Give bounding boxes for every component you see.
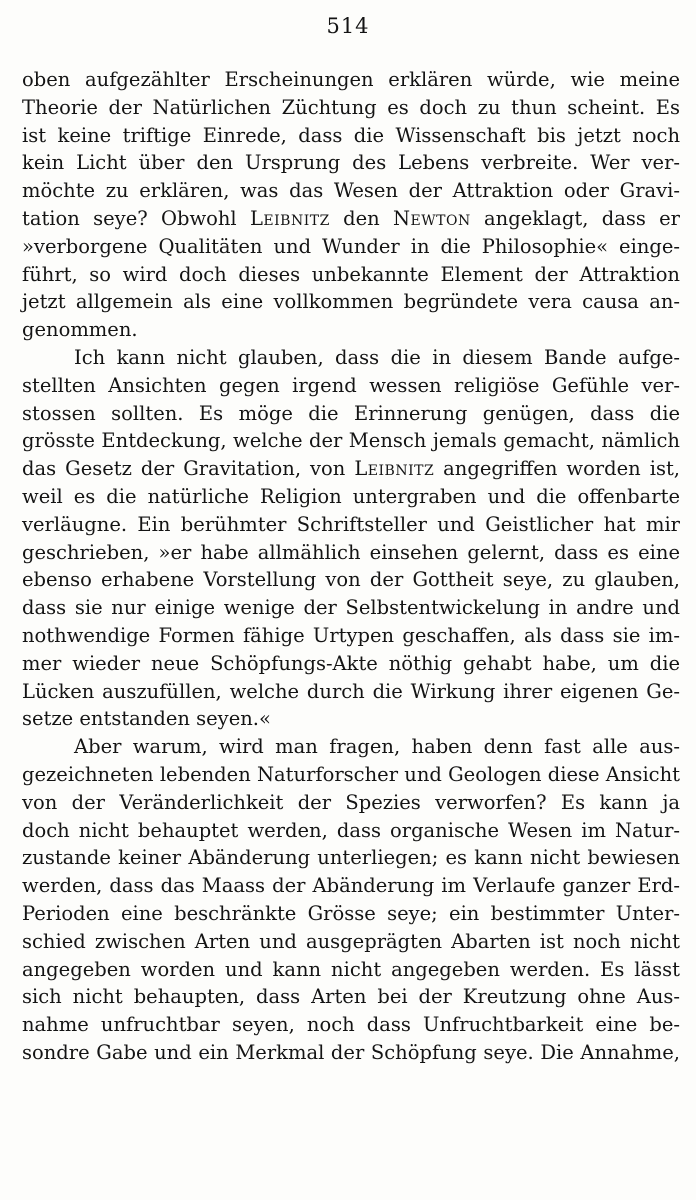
text-line: stellten Ansichten gegen irgend wessen religiöse Gefühle ver- [22, 373, 680, 397]
text-line: kein Licht über den Ursprung des Lebens verbreite. Wer ver- [22, 151, 680, 175]
text-line: werden, dass das Maass der Abänderung im Verlaufe ganzer Erd- [22, 874, 680, 898]
text-line: von der Veränderlichkeit der Spezies verworfen? Es kann ja [22, 790, 680, 814]
text-line: dass sie nur einige wenige der Selbstentwickelung in andre und [22, 596, 680, 620]
paragraph-1 [22, 66, 680, 344]
text-line: zustande keiner Abänderung unterliegen; es kann nicht bewiesen [22, 846, 680, 870]
text-line: weil es die natürliche Religion untergraben und die offenbarte [22, 484, 680, 508]
name-small-caps: Leibnitz [249, 206, 330, 230]
text-line: Perioden eine beschränkte Grösse seye; ein bestimmter Unter- [22, 901, 680, 925]
text-line: ebenso erhabene Vorstellung von der Gottheit seye, zu glauben, [22, 568, 680, 592]
text-line: genommen. [22, 318, 138, 342]
page-number: 514 [326, 14, 370, 38]
text-line: Ich kann nicht glauben, dass die in diesem Bande aufge- [74, 345, 680, 369]
text-line: mer wieder neue Schöpfungs-Akte nöthig gehabt habe, um die [22, 651, 680, 675]
paragraph-3 [22, 733, 680, 1067]
text-line: sondre Gabe und ein Merkmal der Schöpfung seye. Die Annahme, [22, 1040, 680, 1064]
text-line: Theorie der Natürlichen Züchtung es doch zu thun scheint. Es [22, 95, 680, 119]
text-line: nothwendige Formen fähige Urtypen geschaffen, als dass sie im- [22, 623, 680, 647]
text-line: möchte zu erklären, was das Wesen der Attraktion oder Gravi- [22, 179, 680, 203]
text-line: oben aufgezählter Erscheinungen erklären würde, wie meine [22, 68, 680, 91]
text-line: grösste Entdeckung, welche der Mensch jemals gemacht, nämlich [22, 429, 680, 453]
text-line: verläugne. Ein berühmter Schriftsteller und Geistlicher hat mir [22, 512, 680, 536]
text-line: sich nicht behaupten, dass Arten bei der Kreutzung ohne Aus- [22, 985, 680, 1009]
text-line: Lücken auszufüllen, welche durch die Wirkung ihrer eigenen Ge- [22, 679, 680, 703]
text-line: doch nicht behauptet werden, dass organische Wesen im Natur- [22, 818, 680, 842]
text-line: tation seye? Obwohl Leibnitz den Newton angeklagt, dass er [22, 206, 680, 230]
text-line: nahme unfruchtbar seyen, noch dass Unfruchtbarkeit eine be- [22, 1013, 680, 1037]
text-line: angegeben worden und kann nicht angegeben werden. Es lässt [22, 957, 680, 981]
text-line: schied zwischen Arten und ausgeprägten Abarten ist noch nicht [22, 929, 680, 953]
body-text [22, 66, 680, 1067]
name-small-caps: Leibnitz [354, 457, 435, 481]
name-small-caps: Newton [392, 206, 471, 230]
text-line: ist keine triftige Einrede, dass die Wissenschaft bis jetzt noch [22, 123, 680, 147]
text-line: gezeichneten lebenden Naturforscher und Geologen diese Ansicht [22, 762, 680, 786]
text-line: das Gesetz der Gravitation, von Leibnitz angegriffen worden ist, [22, 457, 680, 481]
text-line: geschrieben, »er habe allmählich einsehen gelernt, dass es eine [22, 540, 680, 564]
text-line: setze entstanden seyen.« [22, 707, 271, 731]
text-line: führt, so wird doch dieses unbekannte Element der Attraktion [22, 262, 680, 286]
paragraph-2 [22, 344, 680, 733]
text-line: stossen sollten. Es möge die Erinnerung genügen, dass die [22, 401, 680, 425]
text-line: »verborgene Qualitäten und Wunder in die Philosophie« einge- [22, 234, 680, 258]
text-line: Aber warum, wird man fragen, haben denn fast alle aus- [74, 735, 680, 759]
text-line: jetzt allgemein als eine vollkommen begründete vera causa an- [22, 290, 680, 314]
